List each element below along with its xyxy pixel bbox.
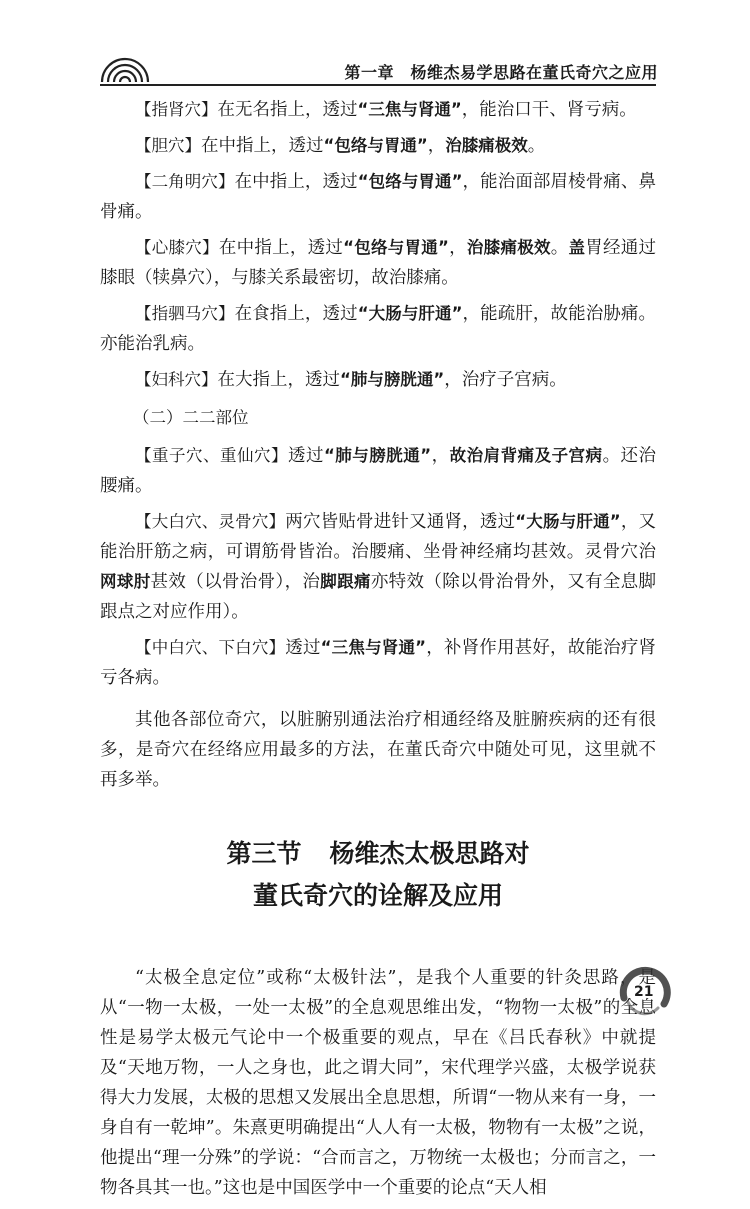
acupoint-name: 【中白穴、下白穴】 (135, 638, 286, 657)
section-title (100, 833, 656, 917)
acupoint-name: 【大白穴、灵骨穴】 (135, 512, 286, 531)
acupoint-entry: 【胆穴】在中指上，透过“包络与胃通”，治膝痛极效。 (135, 136, 546, 156)
acupoint-name: 【指驷马穴】 (135, 304, 235, 323)
closing-paragraph: 其他各部位奇穴，以脏腑别通法治疗相通经络及脏腑疾病的还有很多，是奇穴在经络应用最多的方法，在董氏奇穴中随处可见，这里就不再多举。 (100, 710, 656, 790)
section-title-line2: 董氏奇穴的诠解及应用 (252, 881, 503, 910)
acupoint-name: 【重子穴、重仙穴】 (135, 446, 288, 465)
acupoint-name: 【指肾穴】 (135, 100, 218, 119)
page-content (100, 95, 656, 1209)
subheading: （二）二二部位 (133, 408, 249, 427)
acupoint-entry: 【大白穴、灵骨穴】两穴皆贴骨进针又通肾，透过“大肠与肝通”，又能治肝筋之病，可谓筋骨皆治。治腰痛、坐骨神经痛均甚效。灵骨穴治网球肘甚效（以骨治骨），治脚跟痛亦特效（除以骨治骨外，又有全息脚跟点之对应作用）。 (100, 512, 657, 622)
page-number-badge (612, 958, 678, 1024)
acupoint-name: 【二角明穴】 (135, 172, 235, 191)
acupoint-entry: 【指肾穴】在无名指上，透过“三焦与肾通”，能治口干、肾亏病。 (135, 100, 637, 120)
page-header (0, 0, 750, 95)
page-number: 21 (634, 984, 654, 1000)
acupoint-entry: 【妇科穴】在大指上，透过“肺与膀胱通”，治疗子宫病。 (135, 370, 567, 390)
chapter-title: 第一章 杨维杰易学思路在董氏奇穴之应用 (344, 63, 658, 82)
acupoint-entry: 【心膝穴】在中指上，透过“包络与胃通”，治膝痛极效。盖胃经通过膝眼（犊鼻穴），与膝关系最密切，故治膝痛。 (100, 238, 657, 288)
header-divider (100, 84, 656, 86)
acupoint-entry: 【指驷马穴】在食指上，透过“大肠与肝通”，能疏肝，故能治胁痛。亦能治乳病。 (100, 304, 656, 354)
acupoint-name: 【妇科穴】 (135, 370, 218, 389)
body-paragraph: “太极全息定位”或称“太极针法”，是我个人重要的针灸思路，是从“一物一太极，一处一太极”的全息观思维出发，“物物一太极”的全息性是易学太极元气论中一个极重要的观点，早在《吕氏春秋》中就提及“天地万物，一人之身也，此之谓大同”，宋代理学兴盛，太极学说获得大力发展，太极的思想又发展出全息思想，所谓“一物从来有一身，一身自有一乾坤”。朱熹更明确提出“人人有一太极，物物有一太极”之说，他提出“理一分殊”的学说：“合而言之，万物统一太极也；分而言之，一物各具其一也。”这也是中国医学中一个重要的论点“天人相 (100, 968, 656, 1198)
acupoint-entry: 【二角明穴】在中指上，透过“包络与胃通”，能治面部眉棱骨痛、鼻骨痛。 (100, 172, 656, 222)
section-number: 第三节 (226, 839, 302, 868)
acupoint-entry: 【重子穴、重仙穴】透过“肺与膀胱通”，故治肩背痛及子宫病。还治腰痛。 (100, 446, 657, 496)
section-title-line1: 杨维杰太极思路对 (329, 839, 530, 868)
acupoint-entry: 【中白穴、下白穴】透过“三焦与肾通”，补肾作用甚好，故能治疗肾亏各病。 (100, 638, 657, 688)
acupoint-name: 【心膝穴】 (135, 238, 219, 257)
arch-logo-icon (98, 46, 152, 84)
acupoint-name: 【胆穴】 (135, 136, 201, 155)
